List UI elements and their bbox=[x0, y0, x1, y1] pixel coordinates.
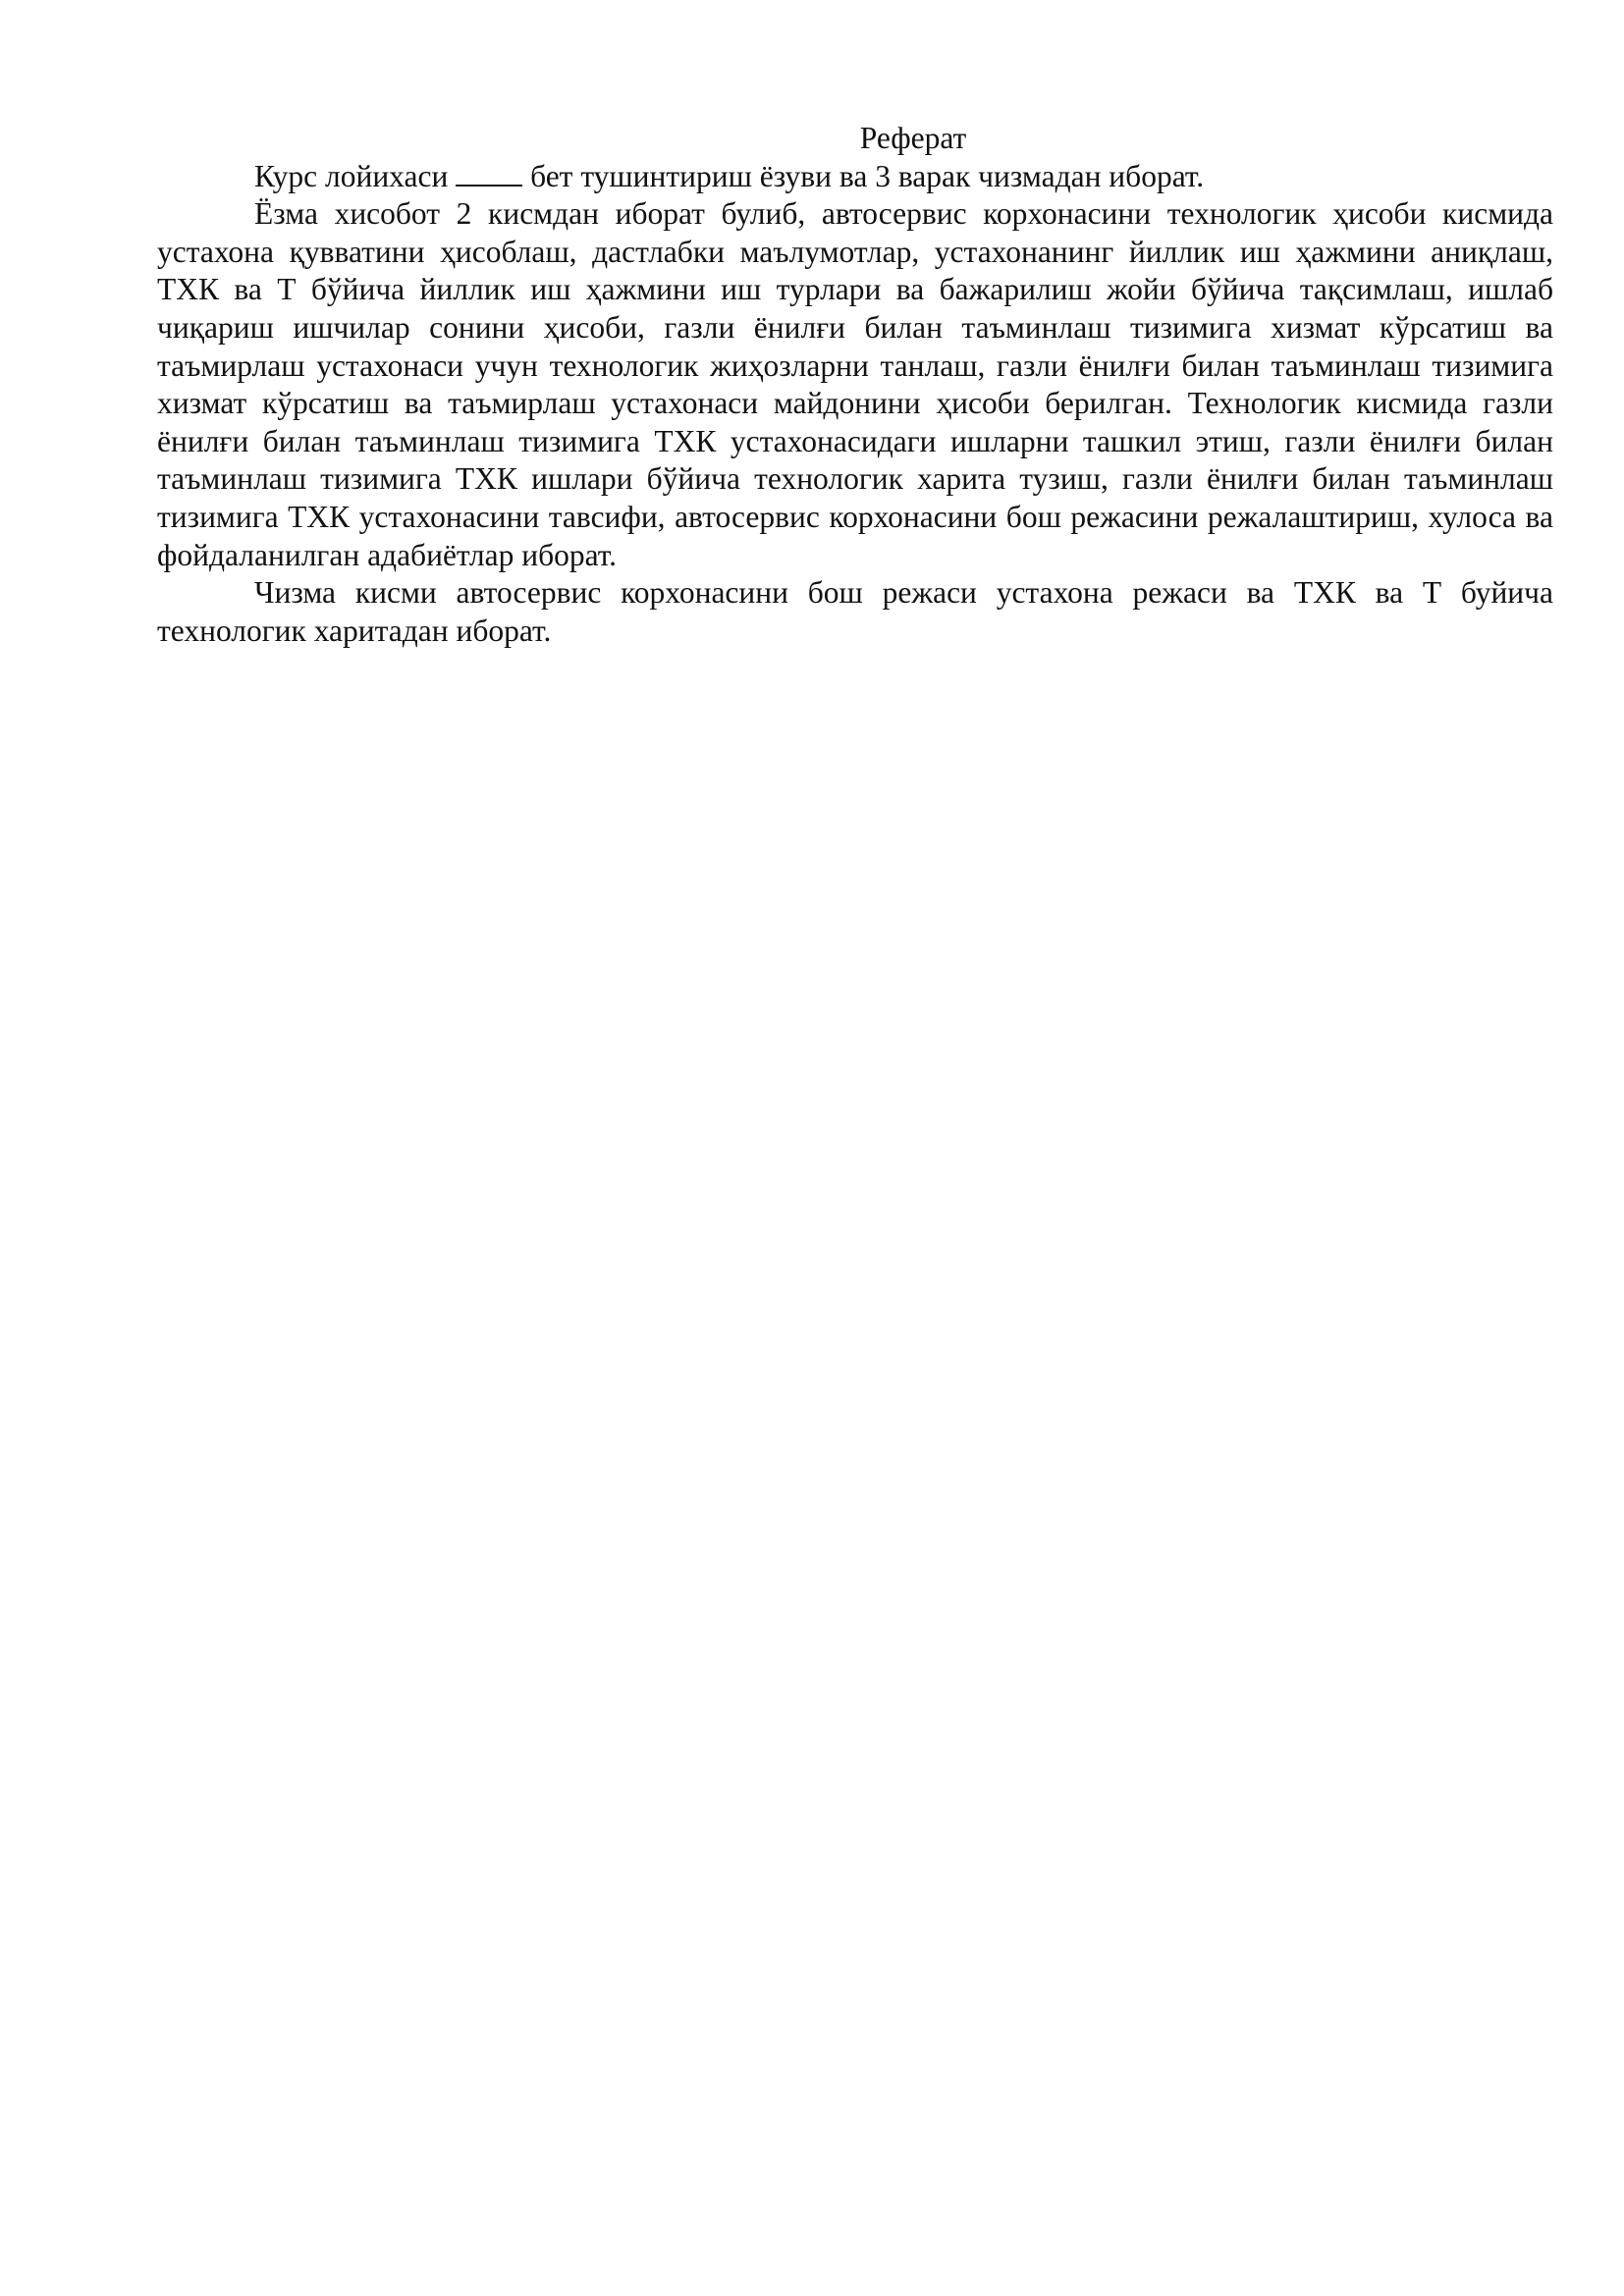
document-title: Реферат bbox=[859, 121, 967, 155]
paragraph-course-project-end: бет тушинтириш ёзуви ва 3 варак чизмадан иборат. bbox=[522, 158, 1205, 193]
paragraph-written-report: Ёзма хисобот 2 кисмдан иборат булиб, автосервис корхонасини технологик ҳисоби кисмида устахона қувватини ҳисоблаш, дастлабки маълумотлар, устахонанинг йиллик иш ҳажмини аниқлаш, ТХК ва Т бўйича йиллик иш ҳажмини иш турлари ва бажарилиш жойи бўйича тақсимлаш, ишлаб чиқариш ишчилар сонини ҳисоби, газли ёнилғи билан таъминлаш тизимига хизмат кўрсатиш ва таъмирлаш устахонаси учун технологик жиҳозларни танлаш, газли ёнилғи билан таъминлаш тизимига хизмат кўрсатиш ва таъмирлаш устахонаси майдонини ҳисоби берилган. Технологик кисмида газли ёнилғи билан таъминлаш тизимига ТХК устахонасидаги ишларни ташкил этиш, газли ёнилғи билан таъминлаш тизимига ТХК ишлари бўйича технологик харита тузиш, газли ёнилғи билан таъминлаш тизимига ТХК устахонасини тавсифи, автосервис корхонасини бош режасини режалаштириш, хулоса ва фойдаланилган адабиётлар иборат. bbox=[157, 196, 1553, 572]
paragraph-course-project-start: Курс лойихаси bbox=[254, 158, 457, 193]
document-body bbox=[157, 120, 1553, 650]
paragraph-drawings: Чизма кисми автосервис корхонасини бош режаси устахона режаси ва ТХК ва Т буйича технологик харитадан иборат. bbox=[157, 575, 1553, 648]
blank-line bbox=[456, 163, 522, 187]
paragraph-course-project bbox=[157, 158, 1553, 196]
